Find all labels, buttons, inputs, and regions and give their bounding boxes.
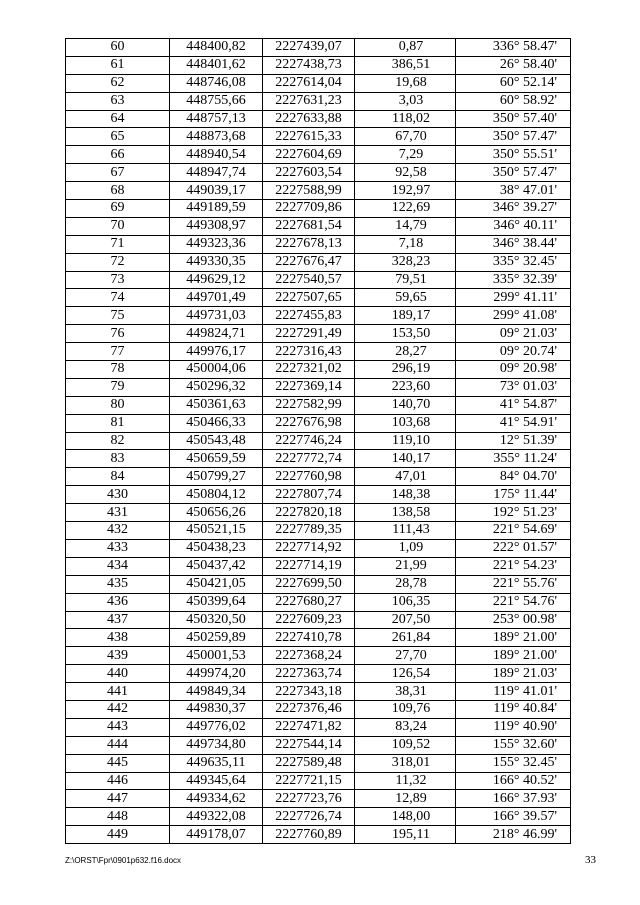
x-coordinate-cell: 448755,66 <box>170 92 263 110</box>
distance-cell: 126,54 <box>355 665 456 683</box>
x-coordinate-cell: 450361,63 <box>170 396 263 414</box>
y-coordinate-cell: 2227589,48 <box>263 754 355 772</box>
x-coordinate-cell: 449330,35 <box>170 253 263 271</box>
table-row <box>66 74 571 92</box>
point-number-cell: 64 <box>66 110 170 128</box>
point-number-cell: 74 <box>66 289 170 307</box>
y-coordinate-cell: 2227721,15 <box>263 772 355 790</box>
table-row <box>66 790 571 808</box>
table-row <box>66 432 571 450</box>
table-row <box>66 146 571 164</box>
y-coordinate-cell: 2227316,43 <box>263 343 355 361</box>
x-coordinate-cell: 450521,15 <box>170 522 263 540</box>
point-number-cell: 78 <box>66 361 170 379</box>
y-coordinate-cell: 2227726,74 <box>263 808 355 826</box>
table-row <box>66 271 571 289</box>
point-number-cell: 435 <box>66 575 170 593</box>
table-row <box>66 361 571 379</box>
table-row <box>66 253 571 271</box>
distance-cell: 189,17 <box>355 307 456 325</box>
table-row <box>66 200 571 218</box>
table-row <box>66 700 571 718</box>
y-coordinate-cell: 2227631,23 <box>263 92 355 110</box>
y-coordinate-cell: 2227369,14 <box>263 378 355 396</box>
bearing-cell: 189° 21.00' <box>456 629 571 647</box>
distance-cell: 109,52 <box>355 736 456 754</box>
distance-cell: 11,32 <box>355 772 456 790</box>
bearing-cell: 189° 21.00' <box>456 647 571 665</box>
table-row <box>66 414 571 432</box>
distance-cell: 103,68 <box>355 414 456 432</box>
distance-cell: 192,97 <box>355 182 456 200</box>
distance-cell: 14,79 <box>355 217 456 235</box>
distance-cell: 261,84 <box>355 629 456 647</box>
table-row <box>66 289 571 307</box>
point-number-cell: 447 <box>66 790 170 808</box>
y-coordinate-cell: 2227676,98 <box>263 414 355 432</box>
distance-cell: 138,58 <box>355 504 456 522</box>
distance-cell: 1,09 <box>355 539 456 557</box>
bearing-cell: 346° 38.44' <box>456 235 571 253</box>
y-coordinate-cell: 2227604,69 <box>263 146 355 164</box>
point-number-cell: 443 <box>66 718 170 736</box>
point-number-cell: 83 <box>66 450 170 468</box>
x-coordinate-cell: 448757,13 <box>170 110 263 128</box>
bearing-cell: 350° 57.47' <box>456 164 571 182</box>
page-number: 33 <box>585 854 596 866</box>
y-coordinate-cell: 2227714,19 <box>263 557 355 575</box>
distance-cell: 318,01 <box>355 754 456 772</box>
bearing-cell: 192° 51.23' <box>456 504 571 522</box>
bearing-cell: 41° 54.87' <box>456 396 571 414</box>
y-coordinate-cell: 2227603,54 <box>263 164 355 182</box>
point-number-cell: 430 <box>66 486 170 504</box>
y-coordinate-cell: 2227676,47 <box>263 253 355 271</box>
y-coordinate-cell: 2227807,74 <box>263 486 355 504</box>
table-row <box>66 611 571 629</box>
y-coordinate-cell: 2227410,78 <box>263 629 355 647</box>
point-number-cell: 61 <box>66 56 170 74</box>
y-coordinate-cell: 2227760,89 <box>263 826 355 844</box>
bearing-cell: 119° 40.84' <box>456 700 571 718</box>
bearing-cell: 335° 32.45' <box>456 253 571 271</box>
bearing-cell: 09° 20.74' <box>456 343 571 361</box>
distance-cell: 106,35 <box>355 593 456 611</box>
x-coordinate-cell: 449974,20 <box>170 665 263 683</box>
table-row <box>66 629 571 647</box>
table-row <box>66 217 571 235</box>
point-number-cell: 442 <box>66 700 170 718</box>
bearing-cell: 155° 32.45' <box>456 754 571 772</box>
x-coordinate-cell: 449323,36 <box>170 235 263 253</box>
point-number-cell: 75 <box>66 307 170 325</box>
bearing-cell: 299° 41.08' <box>456 307 571 325</box>
point-number-cell: 76 <box>66 325 170 343</box>
bearing-cell: 350° 55.51' <box>456 146 571 164</box>
point-number-cell: 81 <box>66 414 170 432</box>
bearing-cell: 166° 40.52' <box>456 772 571 790</box>
x-coordinate-cell: 450438,23 <box>170 539 263 557</box>
point-number-cell: 82 <box>66 432 170 450</box>
bearing-cell: 346° 40.11' <box>456 217 571 235</box>
y-coordinate-cell: 2227540,57 <box>263 271 355 289</box>
y-coordinate-cell: 2227376,46 <box>263 700 355 718</box>
table-row <box>66 557 571 575</box>
bearing-cell: 84° 04.70' <box>456 468 571 486</box>
distance-cell: 21,99 <box>355 557 456 575</box>
point-number-cell: 439 <box>66 647 170 665</box>
point-number-cell: 448 <box>66 808 170 826</box>
x-coordinate-cell: 450004,06 <box>170 361 263 379</box>
x-coordinate-cell: 448940,54 <box>170 146 263 164</box>
distance-cell: 7,18 <box>355 235 456 253</box>
table-row <box>66 307 571 325</box>
y-coordinate-cell: 2227544,14 <box>263 736 355 754</box>
x-coordinate-cell: 449629,12 <box>170 271 263 289</box>
bearing-cell: 09° 20.98' <box>456 361 571 379</box>
bearing-cell: 350° 57.40' <box>456 110 571 128</box>
table-row <box>66 754 571 772</box>
distance-cell: 119,10 <box>355 432 456 450</box>
y-coordinate-cell: 2227438,73 <box>263 56 355 74</box>
distance-cell: 27,70 <box>355 647 456 665</box>
distance-cell: 118,02 <box>355 110 456 128</box>
y-coordinate-cell: 2227368,24 <box>263 647 355 665</box>
x-coordinate-cell: 449635,11 <box>170 754 263 772</box>
table-row <box>66 182 571 200</box>
distance-cell: 67,70 <box>355 128 456 146</box>
distance-cell: 207,50 <box>355 611 456 629</box>
y-coordinate-cell: 2227820,18 <box>263 504 355 522</box>
x-coordinate-cell: 449345,64 <box>170 772 263 790</box>
x-coordinate-cell: 449734,80 <box>170 736 263 754</box>
distance-cell: 79,51 <box>355 271 456 289</box>
bearing-cell: 355° 11.24' <box>456 450 571 468</box>
table-row <box>66 39 571 57</box>
y-coordinate-cell: 2227681,54 <box>263 217 355 235</box>
bearing-cell: 346° 39.27' <box>456 200 571 218</box>
x-coordinate-cell: 449178,07 <box>170 826 263 844</box>
distance-cell: 12,89 <box>355 790 456 808</box>
point-number-cell: 62 <box>66 74 170 92</box>
x-coordinate-cell: 450543,48 <box>170 432 263 450</box>
y-coordinate-cell: 2227678,13 <box>263 235 355 253</box>
y-coordinate-cell: 2227507,65 <box>263 289 355 307</box>
x-coordinate-cell: 449776,02 <box>170 718 263 736</box>
x-coordinate-cell: 449830,37 <box>170 700 263 718</box>
y-coordinate-cell: 2227633,88 <box>263 110 355 128</box>
table-row <box>66 665 571 683</box>
table-row <box>66 128 571 146</box>
distance-cell: 7,29 <box>355 146 456 164</box>
point-number-cell: 444 <box>66 736 170 754</box>
bearing-cell: 26° 58.40' <box>456 56 571 74</box>
point-number-cell: 77 <box>66 343 170 361</box>
bearing-cell: 12° 51.39' <box>456 432 571 450</box>
distance-cell: 28,27 <box>355 343 456 361</box>
x-coordinate-cell: 450001,53 <box>170 647 263 665</box>
table-row <box>66 575 571 593</box>
point-number-cell: 431 <box>66 504 170 522</box>
bearing-cell: 218° 46.99' <box>456 826 571 844</box>
distance-cell: 223,60 <box>355 378 456 396</box>
y-coordinate-cell: 2227723,76 <box>263 790 355 808</box>
table-row <box>66 593 571 611</box>
bearing-cell: 38° 47.01' <box>456 182 571 200</box>
bearing-cell: 41° 54.91' <box>456 414 571 432</box>
y-coordinate-cell: 2227709,86 <box>263 200 355 218</box>
bearing-cell: 119° 41.01' <box>456 683 571 701</box>
y-coordinate-cell: 2227471,82 <box>263 718 355 736</box>
point-number-cell: 433 <box>66 539 170 557</box>
y-coordinate-cell: 2227582,99 <box>263 396 355 414</box>
x-coordinate-cell: 450399,64 <box>170 593 263 611</box>
point-number-cell: 63 <box>66 92 170 110</box>
point-number-cell: 438 <box>66 629 170 647</box>
y-coordinate-cell: 2227614,04 <box>263 74 355 92</box>
distance-cell: 122,69 <box>355 200 456 218</box>
point-number-cell: 79 <box>66 378 170 396</box>
bearing-cell: 350° 57.47' <box>456 128 571 146</box>
bearing-cell: 60° 52.14' <box>456 74 571 92</box>
y-coordinate-cell: 2227760,98 <box>263 468 355 486</box>
y-coordinate-cell: 2227772,74 <box>263 450 355 468</box>
distance-cell: 59,65 <box>355 289 456 307</box>
bearing-cell: 73° 01.03' <box>456 378 571 396</box>
table-row <box>66 718 571 736</box>
point-number-cell: 73 <box>66 271 170 289</box>
y-coordinate-cell: 2227714,92 <box>263 539 355 557</box>
table-row <box>66 450 571 468</box>
table-row <box>66 343 571 361</box>
bearing-cell: 189° 21.03' <box>456 665 571 683</box>
x-coordinate-cell: 449334,62 <box>170 790 263 808</box>
distance-cell: 47,01 <box>355 468 456 486</box>
point-number-cell: 70 <box>66 217 170 235</box>
table-row <box>66 164 571 182</box>
point-number-cell: 436 <box>66 593 170 611</box>
bearing-cell: 221° 54.69' <box>456 522 571 540</box>
footer-file-path: Z:\ORST\Fpr\0901p632.f16.docx <box>65 856 182 865</box>
x-coordinate-cell: 449849,34 <box>170 683 263 701</box>
bearing-cell: 336° 58.47' <box>456 39 571 57</box>
point-number-cell: 440 <box>66 665 170 683</box>
y-coordinate-cell: 2227291,49 <box>263 325 355 343</box>
y-coordinate-cell: 2227588,99 <box>263 182 355 200</box>
coordinates-table-body <box>66 39 571 844</box>
distance-cell: 328,23 <box>355 253 456 271</box>
table-row <box>66 826 571 844</box>
table-row <box>66 647 571 665</box>
point-number-cell: 60 <box>66 39 170 57</box>
x-coordinate-cell: 450421,05 <box>170 575 263 593</box>
point-number-cell: 71 <box>66 235 170 253</box>
x-coordinate-cell: 450437,42 <box>170 557 263 575</box>
table-row <box>66 486 571 504</box>
point-number-cell: 445 <box>66 754 170 772</box>
point-number-cell: 80 <box>66 396 170 414</box>
y-coordinate-cell: 2227439,07 <box>263 39 355 57</box>
distance-cell: 386,51 <box>355 56 456 74</box>
table-row <box>66 396 571 414</box>
x-coordinate-cell: 449308,97 <box>170 217 263 235</box>
table-row <box>66 736 571 754</box>
point-number-cell: 432 <box>66 522 170 540</box>
table-row <box>66 522 571 540</box>
distance-cell: 148,38 <box>355 486 456 504</box>
table-row <box>66 808 571 826</box>
x-coordinate-cell: 450799,27 <box>170 468 263 486</box>
point-number-cell: 68 <box>66 182 170 200</box>
table-row <box>66 92 571 110</box>
y-coordinate-cell: 2227746,24 <box>263 432 355 450</box>
distance-cell: 140,17 <box>355 450 456 468</box>
point-number-cell: 72 <box>66 253 170 271</box>
distance-cell: 111,43 <box>355 522 456 540</box>
table-row <box>66 56 571 74</box>
x-coordinate-cell: 448746,08 <box>170 74 263 92</box>
distance-cell: 0,87 <box>355 39 456 57</box>
table-row <box>66 325 571 343</box>
x-coordinate-cell: 450656,26 <box>170 504 263 522</box>
table-row <box>66 468 571 486</box>
distance-cell: 296,19 <box>355 361 456 379</box>
y-coordinate-cell: 2227343,18 <box>263 683 355 701</box>
point-number-cell: 437 <box>66 611 170 629</box>
x-coordinate-cell: 449039,17 <box>170 182 263 200</box>
point-number-cell: 449 <box>66 826 170 844</box>
y-coordinate-cell: 2227680,27 <box>263 593 355 611</box>
bearing-cell: 166° 39.57' <box>456 808 571 826</box>
point-number-cell: 65 <box>66 128 170 146</box>
x-coordinate-cell: 450466,33 <box>170 414 263 432</box>
table-row <box>66 772 571 790</box>
point-number-cell: 67 <box>66 164 170 182</box>
distance-cell: 195,11 <box>355 826 456 844</box>
bearing-cell: 119° 40.90' <box>456 718 571 736</box>
distance-cell: 19,68 <box>355 74 456 92</box>
bearing-cell: 175° 11.44' <box>456 486 571 504</box>
x-coordinate-cell: 449976,17 <box>170 343 263 361</box>
distance-cell: 148,00 <box>355 808 456 826</box>
distance-cell: 109,76 <box>355 700 456 718</box>
x-coordinate-cell: 449701,49 <box>170 289 263 307</box>
distance-cell: 83,24 <box>355 718 456 736</box>
distance-cell: 28,78 <box>355 575 456 593</box>
y-coordinate-cell: 2227699,50 <box>263 575 355 593</box>
point-number-cell: 446 <box>66 772 170 790</box>
distance-cell: 92,58 <box>355 164 456 182</box>
point-number-cell: 84 <box>66 468 170 486</box>
point-number-cell: 441 <box>66 683 170 701</box>
x-coordinate-cell: 449189,59 <box>170 200 263 218</box>
bearing-cell: 09° 21.03' <box>456 325 571 343</box>
table-row <box>66 378 571 396</box>
distance-cell: 140,70 <box>355 396 456 414</box>
bearing-cell: 221° 54.76' <box>456 593 571 611</box>
y-coordinate-cell: 2227455,83 <box>263 307 355 325</box>
y-coordinate-cell: 2227321,02 <box>263 361 355 379</box>
point-number-cell: 66 <box>66 146 170 164</box>
y-coordinate-cell: 2227789,35 <box>263 522 355 540</box>
bearing-cell: 155° 32.60' <box>456 736 571 754</box>
x-coordinate-cell: 450259,89 <box>170 629 263 647</box>
x-coordinate-cell: 448401,62 <box>170 56 263 74</box>
bearing-cell: 221° 55.76' <box>456 575 571 593</box>
bearing-cell: 166° 37.93' <box>456 790 571 808</box>
distance-cell: 153,50 <box>355 325 456 343</box>
coordinates-table <box>65 38 571 844</box>
point-number-cell: 434 <box>66 557 170 575</box>
distance-cell: 38,31 <box>355 683 456 701</box>
table-row <box>66 235 571 253</box>
bearing-cell: 253° 00.98' <box>456 611 571 629</box>
y-coordinate-cell: 2227363,74 <box>263 665 355 683</box>
y-coordinate-cell: 2227609,23 <box>263 611 355 629</box>
y-coordinate-cell: 2227615,33 <box>263 128 355 146</box>
x-coordinate-cell: 449322,08 <box>170 808 263 826</box>
bearing-cell: 222° 01.57' <box>456 539 571 557</box>
bearing-cell: 221° 54.23' <box>456 557 571 575</box>
x-coordinate-cell: 450804,12 <box>170 486 263 504</box>
table-row <box>66 539 571 557</box>
x-coordinate-cell: 448947,74 <box>170 164 263 182</box>
x-coordinate-cell: 448400,82 <box>170 39 263 57</box>
bearing-cell: 60° 58.92' <box>456 92 571 110</box>
x-coordinate-cell: 448873,68 <box>170 128 263 146</box>
x-coordinate-cell: 450296,32 <box>170 378 263 396</box>
distance-cell: 3,03 <box>355 92 456 110</box>
bearing-cell: 335° 32.39' <box>456 271 571 289</box>
x-coordinate-cell: 449824,71 <box>170 325 263 343</box>
table-row <box>66 504 571 522</box>
point-number-cell: 69 <box>66 200 170 218</box>
table-row <box>66 683 571 701</box>
table-row <box>66 110 571 128</box>
x-coordinate-cell: 449731,03 <box>170 307 263 325</box>
x-coordinate-cell: 450320,50 <box>170 611 263 629</box>
bearing-cell: 299° 41.11' <box>456 289 571 307</box>
x-coordinate-cell: 450659,59 <box>170 450 263 468</box>
